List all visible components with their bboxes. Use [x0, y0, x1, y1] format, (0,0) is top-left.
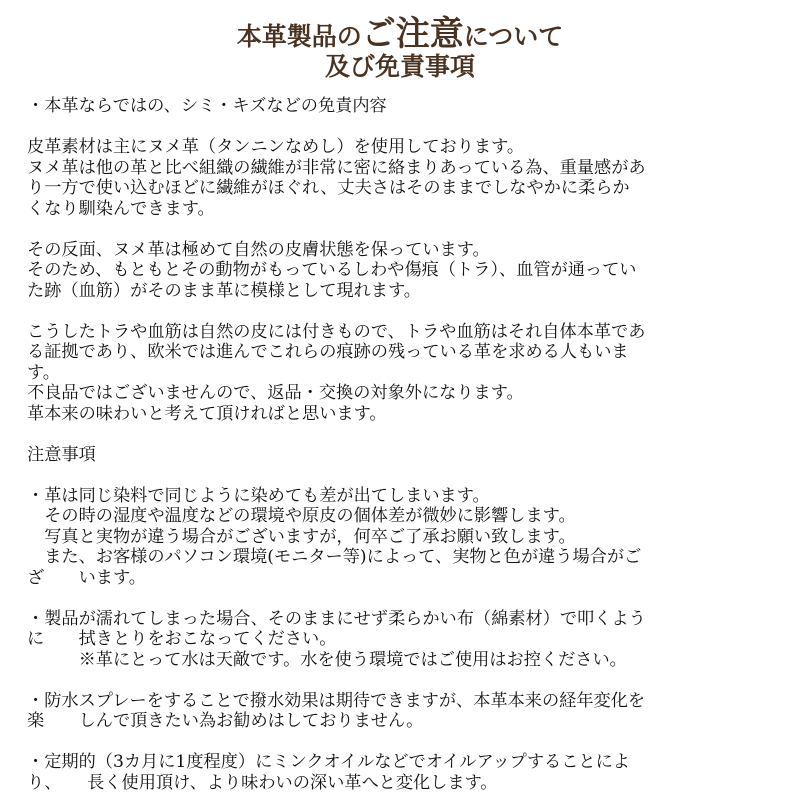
- title-emphasis: ご注意: [361, 14, 464, 54]
- blank-line: [27, 588, 787, 609]
- blank-line: [27, 670, 787, 691]
- text-line: り、 長く使用頂け、より味わいの深い革へと変化します。: [27, 772, 498, 793]
- text-line: その反面、ヌメ革は極めて自然の皮膚状態を保っています。: [27, 239, 490, 260]
- text-line: ・革は同じ染料で同じように染めても差が出てしまいます。: [27, 485, 490, 506]
- blank-line: [27, 117, 787, 138]
- blank-line: [27, 301, 787, 322]
- blank-line: [27, 424, 787, 445]
- text-line: 不良品ではございませんので、返品・交換の対象外になります。: [27, 383, 524, 403]
- text-line: そのため、もともとその動物がもっているしわや傷痕（トラ）、血管が通ってい: [27, 260, 637, 280]
- title-line-2: 及び免責事項: [324, 52, 475, 82]
- text-line: た跡（血筋）がそのまま革に模様として現れます。: [27, 280, 421, 301]
- text-line: す。: [27, 362, 60, 383]
- text-line: ※革にとって水は天敵です。水を使う環境ではご使用はお控ください。: [27, 649, 627, 670]
- blank-line: [27, 732, 787, 753]
- text-line: ざ います。: [27, 567, 146, 588]
- text-line: また、お客様のパソコン環境(モニター等)によって、実物と色が違う場合がご: [27, 547, 642, 567]
- text-line: 楽 しんで頂きたい為お勧めはしておりません。: [27, 711, 424, 731]
- text-line: る証拠であり、欧米では進んでこれらの痕跡の残っている革を求める人もいま: [27, 342, 629, 362]
- text-line: くなり馴染んできます。: [27, 198, 215, 219]
- title-line-1: [0, 16, 800, 53]
- blank-line: [27, 219, 787, 240]
- blank-line: [27, 465, 787, 486]
- page-title: [0, 16, 800, 81]
- text-line: ・製品が濡れてしまった場合、そのままにせず柔らかい布（綿素材）で叩くよう: [27, 608, 646, 629]
- text-line: その時の湿度や温度などの環境や原皮の個体差が微妙に影響します。: [27, 506, 576, 526]
- text-line: に 拭きとりをおこなってください。: [27, 629, 337, 649]
- notice-body: [27, 96, 787, 793]
- text-line: 写真と実物が違う場合がございますが，何卒ご了承お願い致します。: [27, 526, 576, 547]
- text-line: 革本来の味わいと考えて頂ければと思います。: [27, 403, 387, 424]
- text-line: 注意事項: [27, 444, 96, 465]
- text-line: ヌメ革は他の革と比べ組織の繊維が非常に密に絡まりあっている為、重量感があ: [27, 157, 646, 178]
- text-line: ・定期的（3カ月に1度程度）にミンクオイルなどでオイルアップすることによ: [27, 752, 630, 772]
- text-line: ・防水スプレーをすることで撥水効果は期待できますが、本革本来の経年変化を: [27, 690, 646, 711]
- text-line: こうしたトラや血筋は自然の皮には付きもので、トラや血筋はそれ自体本革であ: [27, 321, 646, 342]
- text-line: 皮革素材は主にヌメ革（タンニンなめし）を使用しております。: [27, 137, 525, 157]
- text-line: ・本革ならではの、シミ・キズなどの免責内容: [27, 96, 387, 116]
- title-suffix: について: [463, 22, 564, 51]
- title-prefix: 本革製品の: [236, 22, 362, 51]
- text-line: り一方で使い込むほどに繊維がほぐれ、丈夫さはそのままでしなやかに柔らか: [27, 178, 630, 198]
